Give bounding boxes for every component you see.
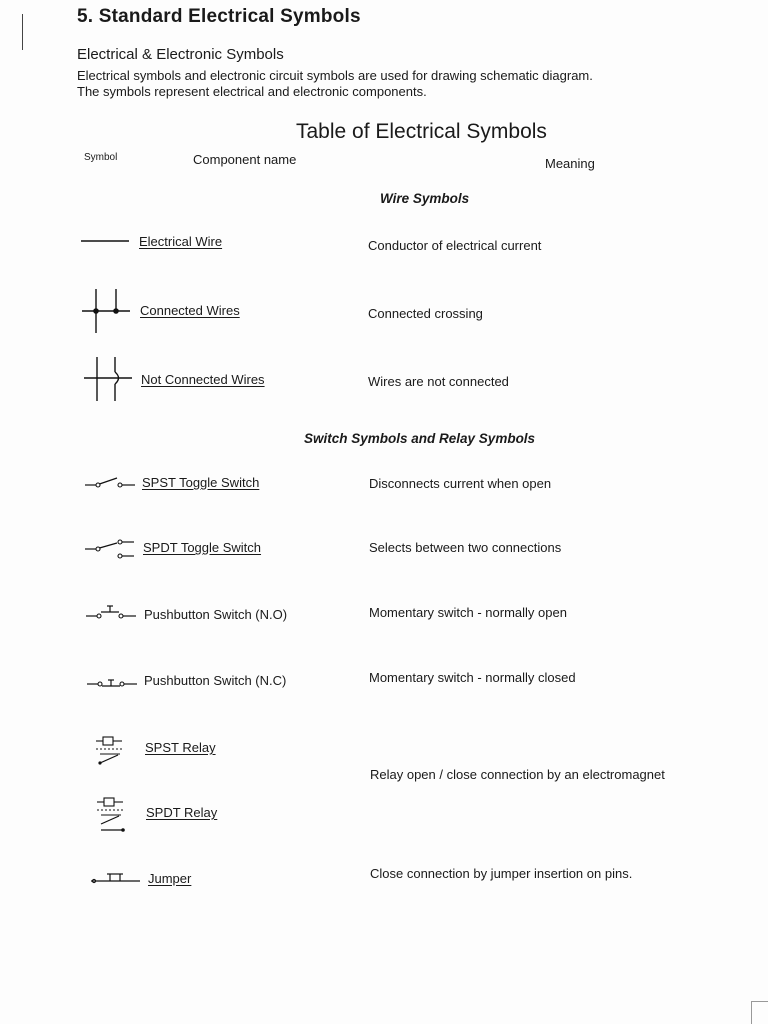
- spst-toggle-switch-icon: [84, 474, 136, 490]
- component-name: Electrical Wire: [139, 234, 223, 249]
- connected-wires-icon: [80, 287, 132, 335]
- pushbutton-switch-no-icon: [85, 604, 137, 620]
- component-meaning: Wires are not connected: [368, 374, 509, 389]
- component-name: SPDT Relay: [146, 805, 218, 820]
- component-meaning: Momentary switch - normally open: [369, 605, 567, 620]
- spst-relay-icon: [94, 735, 126, 767]
- component-meaning: Connected crossing: [368, 306, 483, 321]
- column-header-meaning: Meaning: [545, 156, 595, 171]
- margin-mark: [22, 14, 23, 50]
- intro-line-2: The symbols represent electrical and electronic components.: [77, 84, 427, 99]
- electrical-wire-icon: [80, 236, 130, 246]
- relay-meaning: Relay open / close connection by an electromagnet: [370, 767, 665, 782]
- jumper-icon: [90, 870, 142, 886]
- component-meaning: Disconnects current when open: [369, 476, 552, 491]
- section-heading-switch: Switch Symbols and Relay Symbols: [304, 431, 536, 446]
- column-header-symbol: Symbol: [84, 152, 118, 163]
- component-name: Pushbutton Switch (N.O): [144, 607, 288, 622]
- component-name: Jumper: [148, 871, 192, 886]
- component-meaning: Conductor of electrical current: [368, 238, 542, 253]
- component-name: Connected Wires: [140, 303, 240, 318]
- column-header-component: Component name: [193, 152, 297, 167]
- component-name: Pushbutton Switch (N.C): [144, 673, 287, 688]
- component-name: SPDT Toggle Switch: [143, 540, 262, 555]
- spdt-relay-icon: [95, 796, 129, 834]
- component-name: SPST Toggle Switch: [142, 475, 260, 490]
- component-name: SPST Relay: [145, 740, 216, 755]
- component-meaning: Close connection by jumper insertion on pins.: [370, 866, 633, 881]
- intro-paragraph: [77, 68, 593, 100]
- not-connected-wires-icon: [82, 355, 134, 403]
- page-heading: 5. Standard Electrical Symbols: [77, 6, 361, 27]
- intro-line-1: Electrical symbols and electronic circuit symbols are used for drawing schematic diagram.: [77, 68, 593, 83]
- subheading: Electrical & Electronic Symbols: [77, 46, 284, 63]
- component-meaning: Momentary switch - normally closed: [369, 670, 576, 685]
- pushbutton-switch-nc-icon: [86, 674, 138, 690]
- component-name: Not Connected Wires: [141, 372, 265, 387]
- spdt-toggle-switch-icon: [84, 538, 136, 560]
- component-meaning: Selects between two connections: [369, 540, 562, 555]
- table-title: Table of Electrical Symbols: [296, 120, 547, 143]
- section-heading-wire: Wire Symbols: [380, 191, 470, 206]
- page-corner: [751, 1001, 768, 1024]
